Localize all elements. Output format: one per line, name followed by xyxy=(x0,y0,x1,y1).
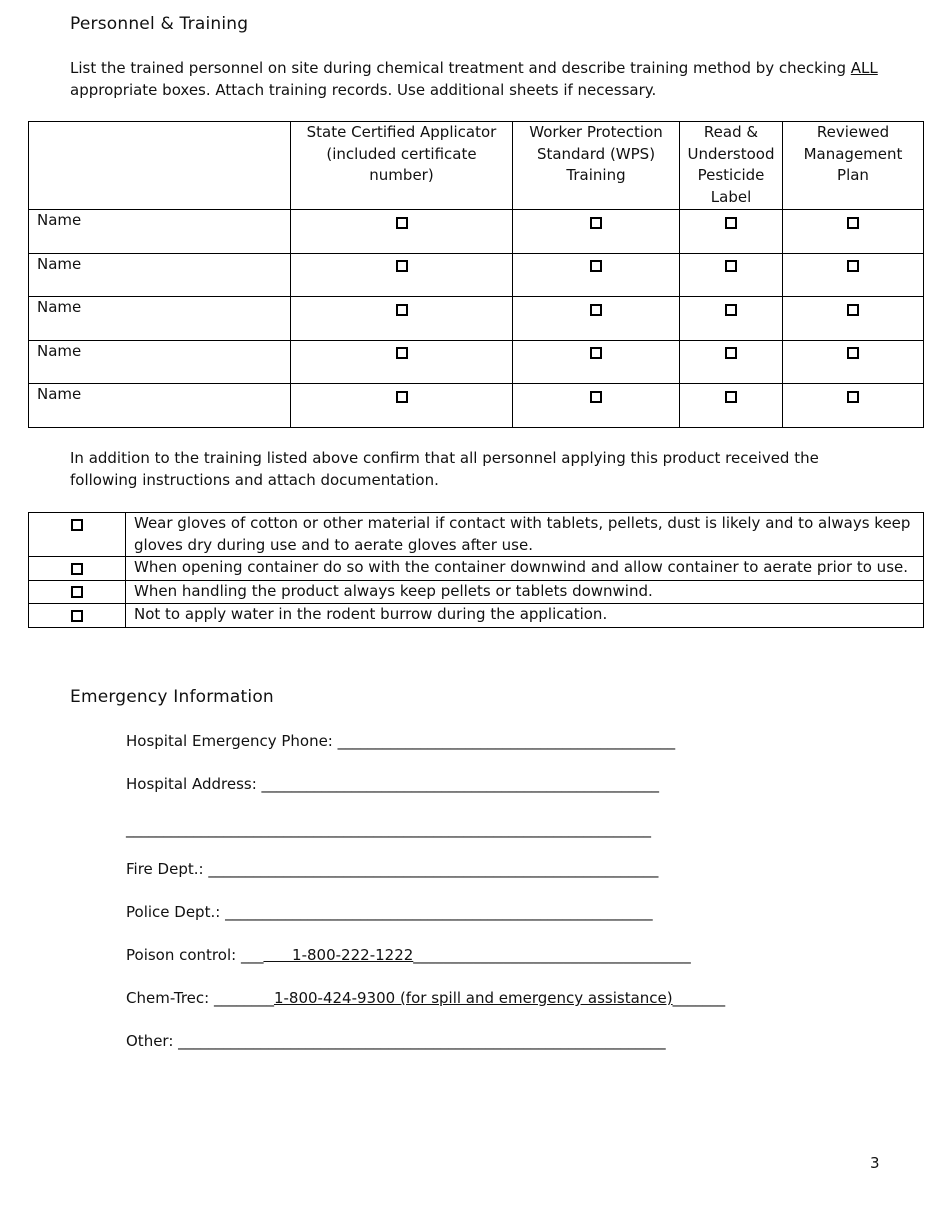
instruction-row xyxy=(29,557,924,581)
page-number: 3 xyxy=(870,1154,880,1172)
police-dept-blank[interactable]: _________________________________________________________ xyxy=(225,903,653,921)
emergency-information-heading: Emergency Information xyxy=(70,687,274,707)
checkbox[interactable] xyxy=(71,610,83,622)
table-row xyxy=(29,384,924,428)
other-blank[interactable]: _________________________________________________________________ xyxy=(178,1032,666,1050)
training-table-header xyxy=(29,122,924,210)
fire-dept-blank[interactable]: ____________________________________________________________ xyxy=(208,860,659,878)
other-label: Other: xyxy=(126,1032,174,1050)
hospital-phone-field xyxy=(126,731,675,751)
personnel-instructions xyxy=(70,57,900,101)
instruction-text: Not to apply water in the rodent burrow during the application. xyxy=(126,604,924,628)
checkbox[interactable] xyxy=(396,260,408,272)
table-row xyxy=(29,340,924,384)
checkbox[interactable] xyxy=(725,391,737,403)
checkbox[interactable] xyxy=(590,260,602,272)
checkbox[interactable] xyxy=(847,260,859,272)
intro-text: List the trained personnel on site during chemical treatment and describe training method by checking xyxy=(70,59,851,77)
instruction-row xyxy=(29,513,924,557)
checkbox[interactable] xyxy=(590,391,602,403)
header-cell-blank xyxy=(29,122,291,210)
header-wps-training: Worker Protection Standard (WPS) Training xyxy=(513,122,680,210)
instruction-text: When opening container do so with the container downwind and allow container to aerate prior to use. xyxy=(126,557,924,581)
training-table xyxy=(28,121,924,428)
header-state-certified-applicator: State Certified Applicator (included certificate number) xyxy=(291,122,513,210)
checkbox[interactable] xyxy=(847,347,859,359)
other-field xyxy=(126,1031,666,1051)
hospital-address-blank[interactable]: _____________________________________________________ xyxy=(261,775,660,793)
checkbox[interactable] xyxy=(71,519,83,531)
checkbox[interactable] xyxy=(396,217,408,229)
checkbox[interactable] xyxy=(396,391,408,403)
poison-control-field xyxy=(126,945,691,965)
fire-dept-label: Fire Dept.: xyxy=(126,860,204,878)
instruction-text: Wear gloves of cotton or other material if contact with tablets, pellets, dust is likely and to always keep gloves dry during use and to aerate gloves after use. xyxy=(126,513,924,557)
instructions-table xyxy=(28,512,924,628)
hospital-address-line2[interactable]: ______________________________________________________________________ xyxy=(126,820,651,838)
chem-trec-label: Chem-Trec: xyxy=(126,989,210,1007)
poison-control-number[interactable]: 1-800-222-1222 xyxy=(263,946,414,964)
chem-trec-number[interactable]: 1-800-424-9300 (for spill and emergency assistance) xyxy=(273,989,673,1007)
police-dept-label: Police Dept.: xyxy=(126,903,221,921)
checkbox[interactable] xyxy=(590,347,602,359)
fire-dept-field xyxy=(126,859,658,879)
name-cell[interactable]: Name xyxy=(29,340,291,384)
chem-trec-post: _______ xyxy=(672,989,726,1007)
personnel-training-heading: Personnel & Training xyxy=(70,14,249,34)
chem-trec-pre: ________ xyxy=(213,989,274,1007)
table-row xyxy=(29,210,924,254)
checkbox[interactable] xyxy=(725,304,737,316)
name-cell[interactable]: Name xyxy=(29,253,291,297)
instruction-row xyxy=(29,604,924,628)
additional-intro-line2: following instructions and attach documentation. xyxy=(70,471,439,489)
name-cell[interactable]: Name xyxy=(29,297,291,341)
header-reviewed-management-plan: Reviewed Management Plan xyxy=(783,122,924,210)
checkbox[interactable] xyxy=(847,391,859,403)
intro-text-line2: appropriate boxes. Attach training records. Use additional sheets if necessary. xyxy=(70,81,657,99)
checkbox[interactable] xyxy=(725,260,737,272)
instruction-text: When handling the product always keep pellets or tablets downwind. xyxy=(126,580,924,604)
checkbox[interactable] xyxy=(396,347,408,359)
checkbox[interactable] xyxy=(590,217,602,229)
poison-control-label: Poison control: xyxy=(126,946,237,964)
poison-control-post: _____________________________________ xyxy=(413,946,691,964)
checkbox[interactable] xyxy=(396,304,408,316)
hospital-address-label: Hospital Address: xyxy=(126,775,257,793)
name-cell[interactable]: Name xyxy=(29,384,291,428)
police-dept-field xyxy=(126,902,653,922)
checkbox[interactable] xyxy=(725,347,737,359)
header-read-pesticide-label: Read & Understood Pesticide Label xyxy=(680,122,783,210)
hospital-phone-label: Hospital Emergency Phone: xyxy=(126,732,333,750)
chem-trec-field xyxy=(126,988,725,1008)
hospital-phone-blank[interactable]: _____________________________________________ xyxy=(337,732,676,750)
name-cell[interactable]: Name xyxy=(29,210,291,254)
checkbox[interactable] xyxy=(847,217,859,229)
intro-emphasis: ALL xyxy=(850,59,878,77)
table-row xyxy=(29,297,924,341)
table-row xyxy=(29,253,924,297)
checkbox[interactable] xyxy=(725,217,737,229)
additional-intro-line1: In addition to the training listed above confirm that all personnel applying this product received the xyxy=(70,449,819,467)
checkbox[interactable] xyxy=(71,563,83,575)
instruction-row xyxy=(29,580,924,604)
hospital-address-field xyxy=(126,774,659,794)
checkbox[interactable] xyxy=(847,304,859,316)
checkbox[interactable] xyxy=(71,586,83,598)
poison-control-pre: ___ xyxy=(240,946,264,964)
additional-instructions-intro xyxy=(70,447,900,491)
checkbox[interactable] xyxy=(590,304,602,316)
